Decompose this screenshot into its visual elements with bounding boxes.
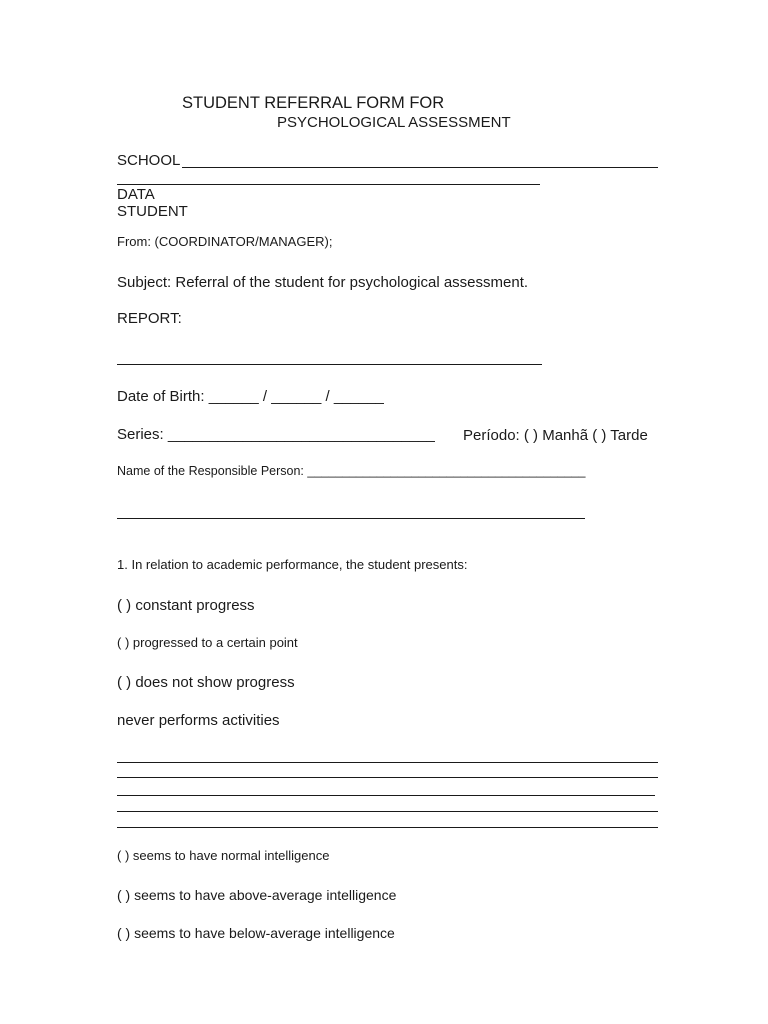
option-below-average-intelligence[interactable]: ( ) seems to have below-average intelligence bbox=[117, 925, 395, 941]
option-normal-intelligence[interactable]: ( ) seems to have normal intelligence bbox=[117, 848, 330, 863]
report-input-line[interactable] bbox=[117, 364, 542, 365]
report-label: REPORT: bbox=[117, 310, 182, 327]
from-label: From: (COORDINATOR/MANAGER); bbox=[117, 234, 333, 249]
series-field[interactable]: Series: ________________________________ bbox=[117, 426, 435, 443]
school-label: SCHOOL bbox=[117, 152, 181, 169]
subject-label: Subject: Referral of the student for psychological assessment. bbox=[117, 274, 529, 291]
section1-question: 1. In relation to academic performance, the student presents: bbox=[117, 557, 468, 572]
date-of-birth-field[interactable]: Date of Birth: ______ / ______ / ______ bbox=[117, 388, 384, 405]
comment-line[interactable] bbox=[117, 811, 658, 812]
responsible-person-field[interactable]: Name of the Responsible Person: ________________________________________ bbox=[117, 464, 586, 478]
option-above-average-intelligence[interactable]: ( ) seems to have above-average intelligence bbox=[117, 887, 397, 903]
form-title-line1: STUDENT REFERRAL FORM FOR bbox=[182, 94, 445, 112]
comment-line[interactable] bbox=[117, 762, 658, 763]
school-input-line[interactable] bbox=[182, 167, 658, 168]
student-label: STUDENT bbox=[117, 203, 188, 220]
option-constant-progress[interactable]: ( ) constant progress bbox=[117, 597, 255, 614]
data-label: DATA bbox=[117, 186, 155, 203]
option-never-performs[interactable]: never performs activities bbox=[117, 712, 280, 729]
period-field[interactable]: Período: ( ) Manhã ( ) Tarde bbox=[463, 427, 648, 444]
option-no-progress[interactable]: ( ) does not show progress bbox=[117, 674, 295, 691]
school-input-line-2[interactable] bbox=[117, 184, 540, 185]
comment-line[interactable] bbox=[117, 777, 658, 778]
comment-line[interactable] bbox=[117, 827, 658, 828]
option-progressed-certain-point[interactable]: ( ) progressed to a certain point bbox=[117, 635, 298, 650]
responsible-input-line-2[interactable] bbox=[117, 518, 585, 519]
comment-line[interactable] bbox=[117, 795, 655, 796]
form-title-line2: PSYCHOLOGICAL ASSESSMENT bbox=[277, 114, 511, 131]
